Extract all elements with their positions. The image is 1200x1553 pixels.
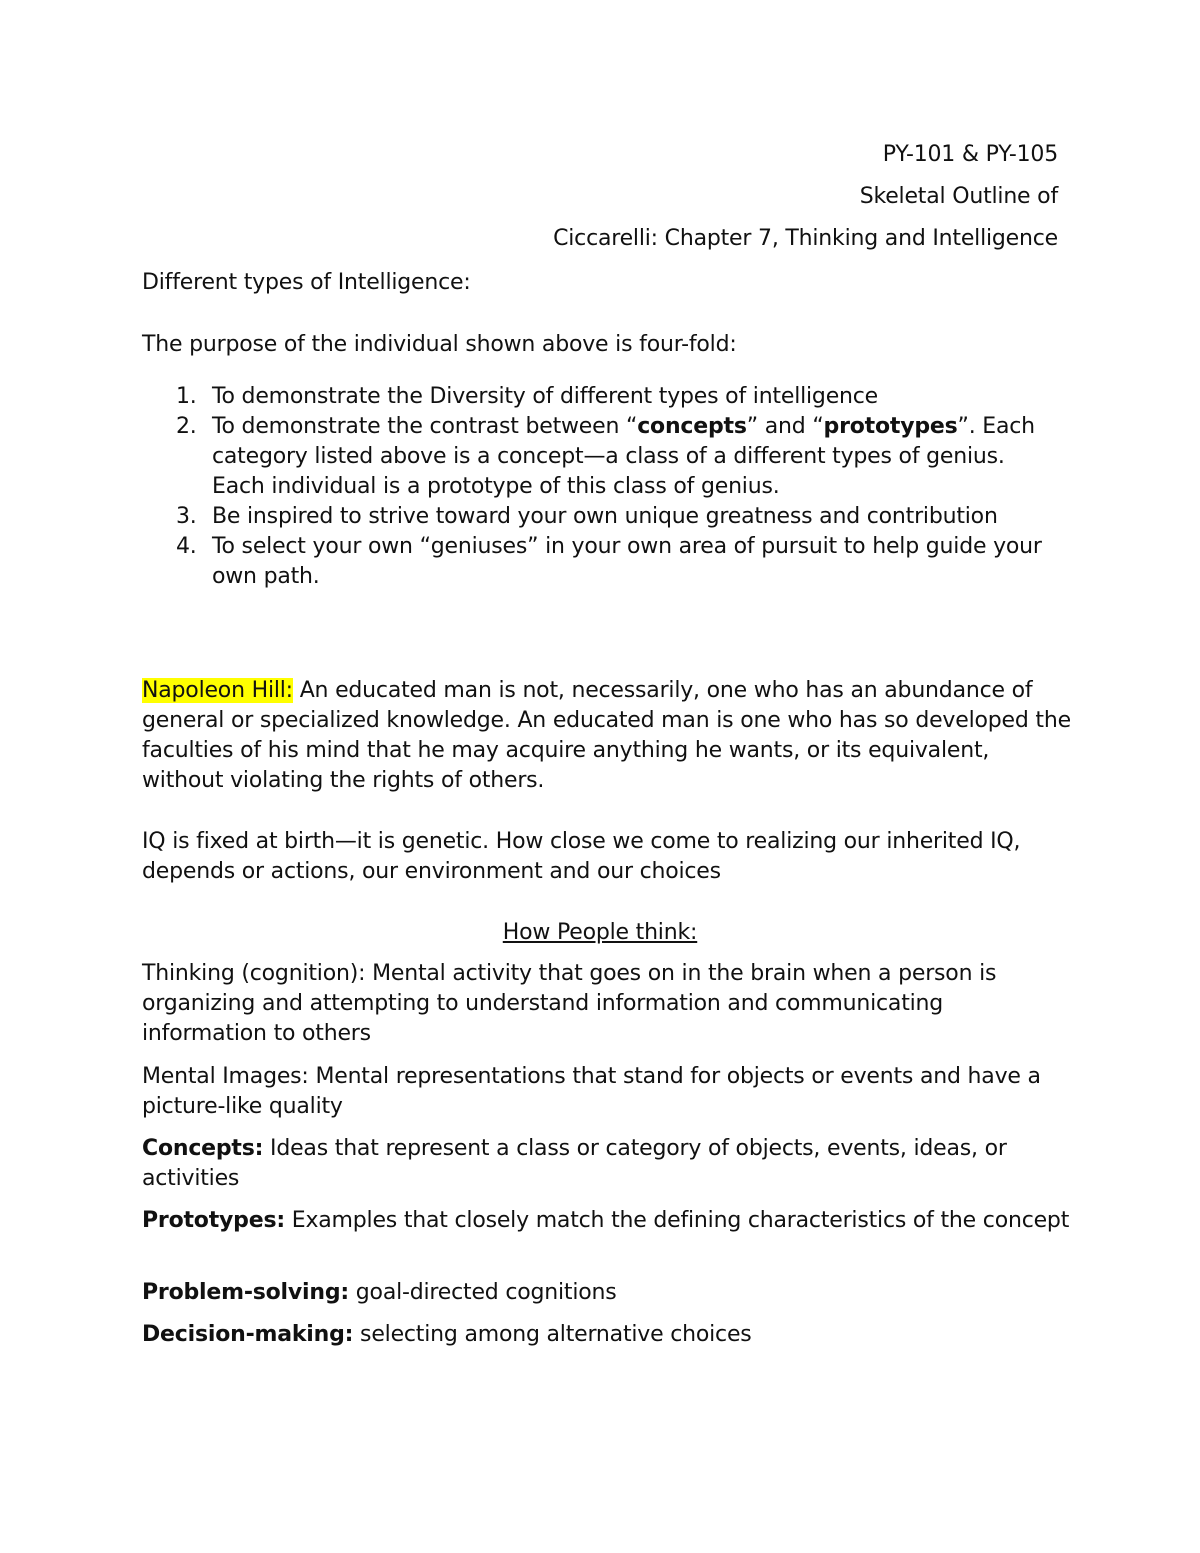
list-number: 4.: [176, 534, 197, 559]
iq-paragraph: IQ is fixed at birth—it is genetic. How close we come to realizing our inherited IQ, depends or actions, our environment and our choices: [142, 829, 1021, 884]
definition-text: Examples that closely match the defining characteristics of the concept: [284, 1208, 1070, 1233]
list-number: 2.: [176, 414, 197, 439]
definition-mental-images: [142, 1062, 1072, 1122]
list-item: [142, 412, 1062, 502]
definition-prototypes: [142, 1206, 1072, 1236]
napoleon-hill-quote: [142, 676, 1072, 796]
definition-term: Thinking (cognition):: [142, 961, 366, 986]
definition-decision-making: [142, 1320, 1072, 1350]
definition-text: Ideas that represent a class or category of objects, events, ideas, or activities: [142, 1136, 1007, 1191]
quote-text: An educated man is not, necessarily, one who has an abundance of general or specialized knowledge. An educated man is one who has so developed the faculties of his mind that he may acquire anything he wants, or its equivalent, without violating the rights of others.: [142, 678, 1071, 793]
list-item: [142, 382, 1062, 412]
list-item: [142, 502, 1062, 532]
list-number: 3.: [176, 504, 197, 529]
definition-thinking: [142, 959, 1072, 1049]
list-item-text: To select your own “geniuses” in your own area of pursuit to help guide your own path.: [212, 534, 1042, 589]
definition-term: Problem-solving:: [142, 1280, 349, 1305]
definition-term: Decision-making:: [142, 1322, 354, 1347]
list-item-text-pre: To demonstrate the contrast between “: [212, 414, 638, 439]
definition-term: Mental Images:: [142, 1064, 309, 1089]
purpose-heading: The purpose of the individual shown above is four-fold:: [142, 332, 737, 357]
list-item-text-post: ”. Each category listed above is a concept—a class of a different types of genius. Each individual is a prototype of this class of genius.: [212, 414, 1035, 499]
definition-concepts: [142, 1134, 1072, 1194]
section-heading-how-people-think: How People think:: [502, 920, 698, 945]
list-item-text-mid: ” and “: [746, 414, 824, 439]
quote-author-highlight: Napoleon Hill:: [142, 678, 293, 703]
purpose-list: [142, 382, 1062, 592]
types-heading: Different types of Intelligence:: [142, 270, 471, 295]
chapter-title: Ciccarelli: Chapter 7, Thinking and Intelligence: [553, 226, 1058, 251]
outline-subtitle: Skeletal Outline of: [859, 184, 1058, 209]
definition-term: Concepts:: [142, 1136, 264, 1161]
list-number: 1.: [176, 384, 197, 409]
list-item-text: Be inspired to strive toward your own unique greatness and contribution: [212, 504, 998, 529]
definition-text: Mental representations that stand for objects or events and have a picture-like quality: [142, 1064, 1041, 1119]
list-item: [142, 532, 1062, 592]
definition-term: Prototypes:: [142, 1208, 285, 1233]
list-item-text: To demonstrate the Diversity of different types of intelligence: [212, 384, 879, 409]
definition-text: selecting among alternative choices: [353, 1322, 752, 1347]
term-concepts: concepts: [637, 414, 747, 439]
definition-text: goal-directed cognitions: [349, 1280, 617, 1305]
course-code: PY-101 & PY-105: [882, 142, 1058, 167]
definition-text: Mental activity that goes on in the brain when a person is organizing and attempting to understand information and communicating information to others: [142, 961, 997, 1046]
term-prototypes: prototypes: [823, 414, 958, 439]
definition-problem-solving: [142, 1278, 1072, 1308]
